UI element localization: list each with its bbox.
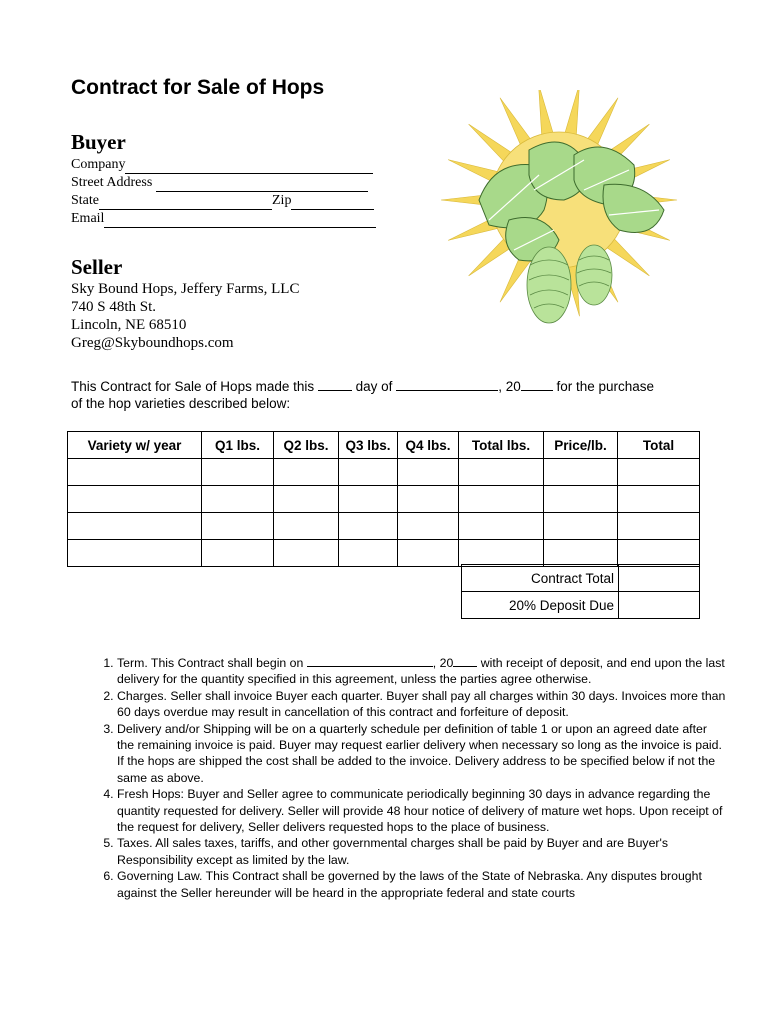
buyer-street-field[interactable] xyxy=(156,178,368,192)
contract-total-label: Contract Total xyxy=(462,565,619,592)
table-cell[interactable] xyxy=(339,513,398,540)
sun-ray xyxy=(469,238,513,276)
column-header: Q4 lbs. xyxy=(398,432,459,459)
table-cell[interactable] xyxy=(202,540,274,567)
contract-total-row xyxy=(462,565,700,592)
term-item: 4. Fresh Hops: Buyer and Seller agree to communicate periodically beginning 30 days in advance regarding the quantity requested for delivery. Seller will provide 48 hour notice of delivery of mature wet hops. Upon receipt of the request for delivery, Seller delivers requested hops to the place of business. xyxy=(117,786,727,835)
contract-total-value[interactable] xyxy=(619,565,700,592)
table-cell[interactable] xyxy=(339,459,398,486)
table-row xyxy=(68,513,700,540)
seller-line: Lincoln, NE 68510 xyxy=(71,317,187,333)
table-cell[interactable] xyxy=(544,513,618,540)
buyer-street-label: Street Address xyxy=(71,175,153,190)
table-cell[interactable] xyxy=(544,459,618,486)
term-text: , 20 xyxy=(432,656,454,670)
table-header-row xyxy=(68,432,700,459)
totals-table xyxy=(461,564,700,619)
intro-text: This Contract for Sale of Hops made this xyxy=(71,379,315,394)
table-cell[interactable] xyxy=(274,540,339,567)
term-year-blank[interactable] xyxy=(453,654,477,667)
buyer-fields xyxy=(71,156,376,228)
table-cell[interactable] xyxy=(274,513,339,540)
term-item xyxy=(117,654,727,688)
term-text: Term. This Contract shall begin on xyxy=(117,656,304,670)
buyer-email-label: Email xyxy=(71,211,105,226)
deposit-value[interactable] xyxy=(619,592,700,619)
table-cell[interactable] xyxy=(274,486,339,513)
buyer-heading: Buyer xyxy=(71,130,126,154)
sun-ray xyxy=(500,98,531,146)
intro-text: for the purchase xyxy=(556,379,655,394)
buyer-company-field[interactable] xyxy=(125,160,373,174)
contract-intro xyxy=(71,378,711,412)
document-title: Contract for Sale of Hops xyxy=(71,76,325,99)
table-cell[interactable] xyxy=(544,486,618,513)
table-row xyxy=(68,540,700,567)
column-header: Price/lb. xyxy=(544,432,618,459)
table-cell[interactable] xyxy=(68,459,202,486)
term-item: 2. Charges. Seller shall invoice Buyer each quarter. Buyer shall pay all charges within 30 days. Invoices more than 60 days overdue may result in cancellation of this contract and forfeiture of deposit. xyxy=(117,688,727,721)
sun-ray xyxy=(469,124,513,162)
table-row xyxy=(68,486,700,513)
table-cell[interactable] xyxy=(339,486,398,513)
seller-line: Sky Bound Hops, Jeffery Farms, LLC xyxy=(71,281,300,297)
term-text: with receipt of deposit, and end upon the last delivery for the quantity specified in this agreement, unless the parties agree otherwise. xyxy=(117,656,725,687)
table-cell[interactable] xyxy=(459,513,544,540)
buyer-state-label: State xyxy=(71,193,99,208)
table-cell[interactable] xyxy=(459,459,544,486)
table-cell[interactable] xyxy=(398,459,459,486)
table-cell[interactable] xyxy=(459,486,544,513)
table-cell[interactable] xyxy=(398,486,459,513)
table-cell[interactable] xyxy=(202,486,274,513)
seller-line: 740 S 48th St. xyxy=(71,299,157,315)
table-cell[interactable] xyxy=(544,540,618,567)
table-cell[interactable] xyxy=(618,513,700,540)
column-header: Total lbs. xyxy=(459,432,544,459)
buyer-state-row xyxy=(71,192,376,210)
table-cell[interactable] xyxy=(398,540,459,567)
table-cell[interactable] xyxy=(339,540,398,567)
term-item: 5. Taxes. All sales taxes, tariffs, and other governmental charges shall be paid by Buyer and are Buyer's Responsibility except as limited by the law. xyxy=(117,835,727,868)
term-item: 6. Governing Law. This Contract shall be governed by the laws of the State of Nebraska. Any disputes brought against the Seller hereunder will be heard in the appropriate federal and state courts xyxy=(117,868,727,901)
seller-heading: Seller xyxy=(71,255,123,279)
table-row xyxy=(68,459,700,486)
month-blank[interactable] xyxy=(396,378,498,391)
buyer-zip-label: Zip xyxy=(272,193,292,208)
table-cell[interactable] xyxy=(398,513,459,540)
year-blank[interactable] xyxy=(521,378,553,391)
column-header: Q2 lbs. xyxy=(274,432,339,459)
table-cell[interactable] xyxy=(68,486,202,513)
table-cell[interactable] xyxy=(618,459,700,486)
varieties-table xyxy=(67,431,700,567)
column-header: Variety w/ year xyxy=(68,432,202,459)
sun-ray xyxy=(565,90,580,136)
intro-line-2: of the hop varieties described below: xyxy=(71,396,291,411)
table-cell[interactable] xyxy=(618,486,700,513)
intro-text: , 20 xyxy=(498,379,521,394)
buyer-zip-field[interactable] xyxy=(291,196,374,210)
intro-line-1 xyxy=(71,378,711,395)
intro-text: day of xyxy=(355,379,393,394)
table-cell[interactable] xyxy=(202,459,274,486)
table-cell[interactable] xyxy=(274,459,339,486)
table-cell[interactable] xyxy=(68,513,202,540)
buyer-email-field[interactable] xyxy=(104,214,376,228)
buyer-street-row xyxy=(71,174,376,192)
table-cell[interactable] xyxy=(459,540,544,567)
buyer-company-row xyxy=(71,156,376,174)
sun-ray xyxy=(587,98,618,146)
column-header: Q1 lbs. xyxy=(202,432,274,459)
deposit-row xyxy=(462,592,700,619)
table-cell[interactable] xyxy=(618,540,700,567)
table-cell[interactable] xyxy=(202,513,274,540)
column-header: Total xyxy=(618,432,700,459)
terms-list xyxy=(93,654,727,901)
column-header: Q3 lbs. xyxy=(339,432,398,459)
table-cell[interactable] xyxy=(68,540,202,567)
term-item: 3. Delivery and/or Shipping will be on a quarterly schedule per definition of table 1 or upon an agreed date after the remaining invoice is paid. Buyer may request earlier delivery when necessary so long as the invoice is paid. If the hops are shipped the cost shall be added to the invoice. Delivery address to be specified below if not the same as above. xyxy=(117,721,727,787)
hops-sun-illustration xyxy=(434,90,684,340)
buyer-email-row xyxy=(71,210,376,228)
buyer-state-field[interactable] xyxy=(99,196,272,210)
day-blank[interactable] xyxy=(318,378,352,391)
buyer-company-label: Company xyxy=(71,157,126,172)
sun-ray xyxy=(539,90,554,136)
term-start-blank[interactable] xyxy=(307,654,433,667)
deposit-label: 20% Deposit Due xyxy=(462,592,619,619)
seller-line: Greg@Skyboundhops.com xyxy=(71,335,234,351)
seller-address xyxy=(71,280,299,352)
